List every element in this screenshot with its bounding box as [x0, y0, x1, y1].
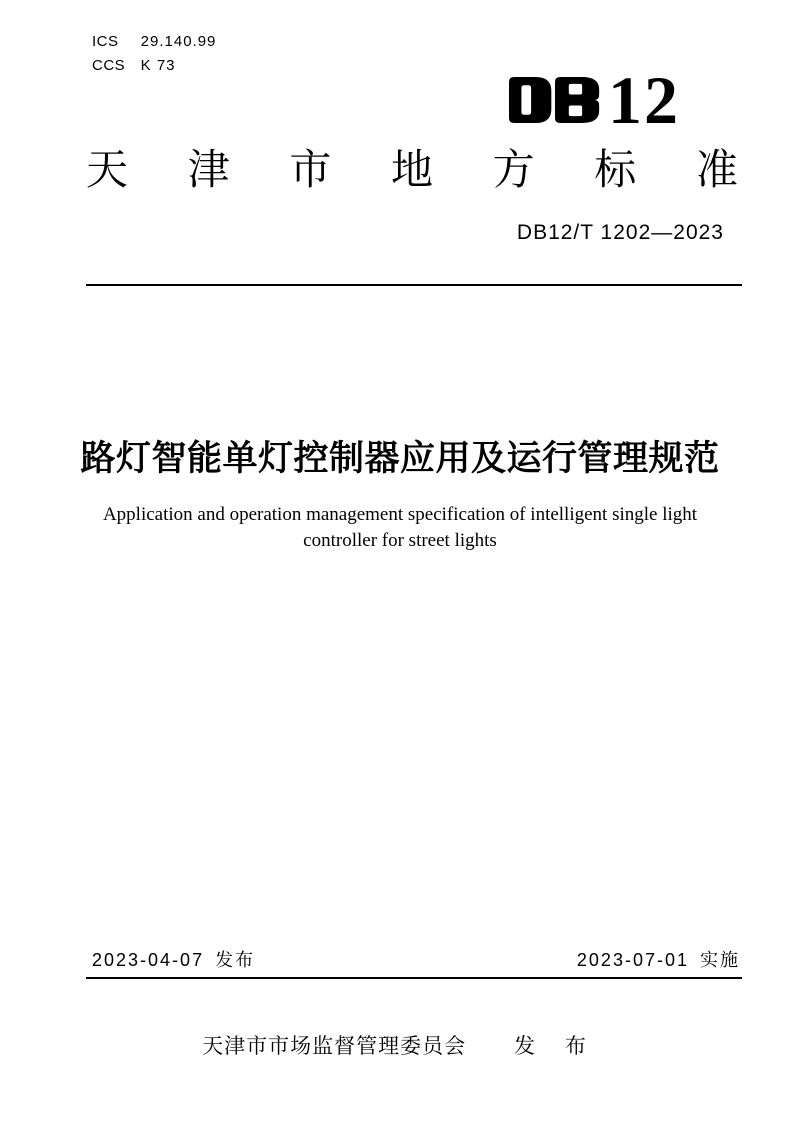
db12-logo [509, 62, 680, 138]
classification-codes [92, 30, 216, 78]
implement-date: 2023-07-01 [576, 950, 689, 970]
ccs-value: K 73 [140, 57, 176, 74]
issue-date-block [92, 946, 255, 972]
issuing-authority: 天津市市场监督管理委员会 [202, 1035, 467, 1058]
db-logo-text [509, 66, 510, 67]
db-logo-region-number: 12 [608, 62, 680, 138]
standard-type-char: 地 [390, 146, 433, 193]
standard-type-char: 标 [594, 146, 637, 193]
issue-date-label: 发布 [215, 950, 256, 970]
ics-code-row [92, 30, 216, 54]
implement-date-label: 实施 [700, 950, 740, 970]
standard-type-char: 准 [695, 146, 738, 193]
standard-type-char: 津 [187, 146, 230, 193]
ccs-label: CCS [92, 57, 126, 74]
implement-date-block [577, 946, 740, 972]
standard-number: DB12/T 1202—2023 [516, 221, 724, 244]
publish-label: 发 布 [514, 1035, 598, 1058]
publisher-row [0, 1030, 800, 1060]
issue-date: 2023-04-07 [92, 950, 205, 970]
standard-type-char: 市 [289, 146, 332, 193]
english-title-line2: controller for street lights [303, 530, 497, 551]
top-divider-line [86, 284, 742, 286]
footer-dates-row [92, 946, 740, 972]
bottom-divider-line [86, 977, 742, 979]
english-title-line1: Application and operation management specification of intelligent single light [102, 504, 698, 525]
ccs-code-row [92, 54, 216, 78]
db-logo-glyph [509, 77, 601, 123]
document-title-chinese: 路灯智能单灯控制器应用及运行管理规范 [80, 439, 720, 478]
ics-label: ICS [92, 33, 119, 50]
standard-type-title [86, 146, 738, 194]
document-title-english [0, 502, 800, 554]
ics-value: 29.140.99 [140, 33, 217, 50]
standard-type-char: 方 [492, 146, 535, 193]
standard-type-char: 天 [86, 146, 129, 193]
